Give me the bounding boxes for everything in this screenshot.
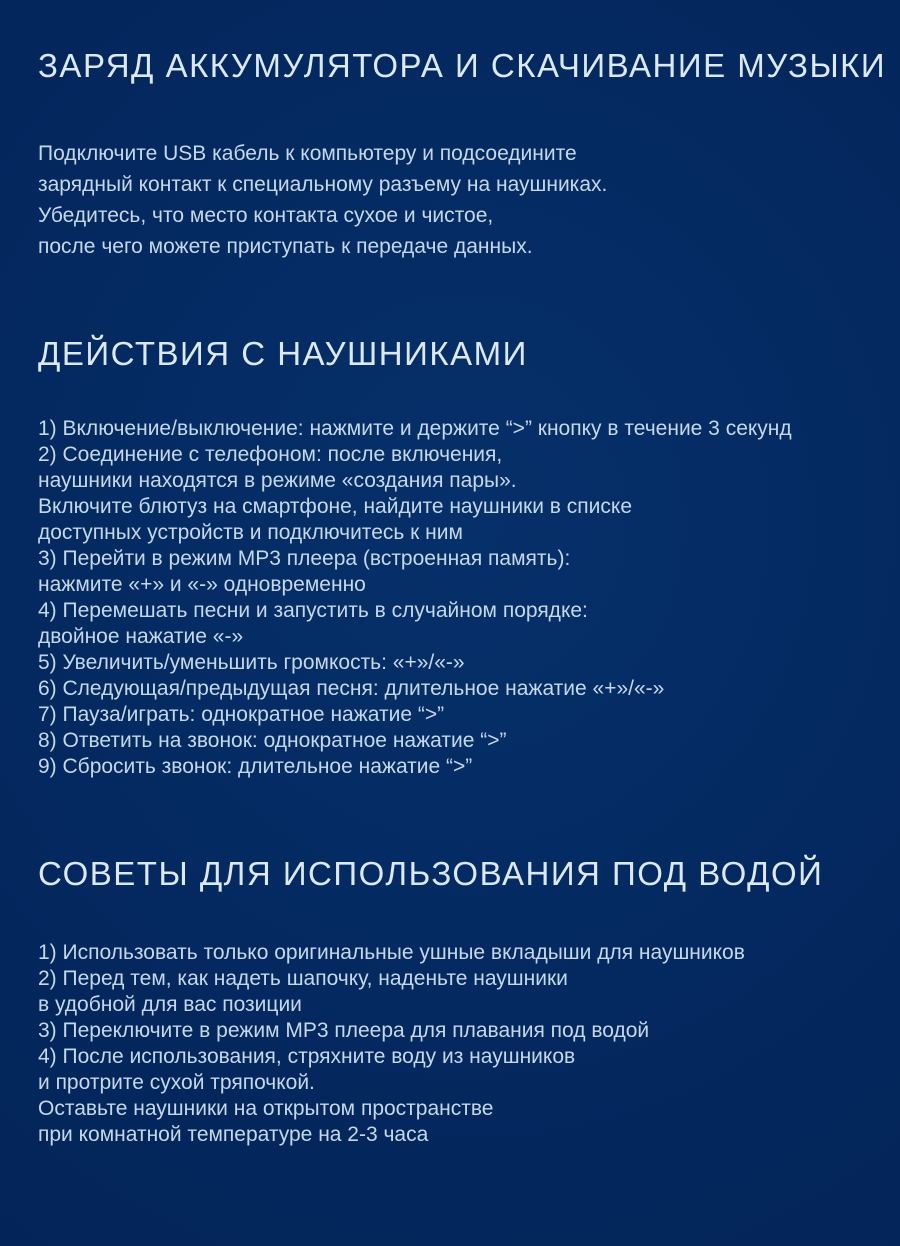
text-line: Оставьте наушники на открытом пространстве [38,1097,494,1120]
section-underwater [38,854,880,1148]
text-line: 8) Ответить на звонок: однократное нажатие “>” [38,729,507,752]
instruction-page [0,46,900,1246]
text-line: 4) Перемешать песни и запустить в случайном порядке: [38,599,588,622]
text-line: 3) Переключите в режим MP3 плеера для плавания под водой [38,1019,650,1042]
text-line: после чего можете приступать к передаче данных. [38,235,533,258]
text-line: при комнатной температуре на 2-3 часа [38,1123,429,1146]
text-line: нажмите «+» и «-» одновременно [38,573,366,596]
text-line: зарядный контакт к специальному разъему на наушниках. [38,173,608,196]
text-line: 3) Перейти в режим MP3 плеера (встроенная память): [38,547,571,570]
underwater-section-title: СОВЕТЫ ДЛЯ ИСПОЛЬЗОВАНИЯ ПОД ВОДОЙ [38,855,824,892]
actions-section-title: ДЕЙСТВИЯ С НАУШНИКАМИ [38,335,528,372]
charging-section-title: ЗАРЯД АККУМУЛЯТОРА И СКАЧИВАНИЕ МУЗЫКИ [38,47,887,84]
text-line: Подключите USB кабель к компьютеру и подсоедините [38,142,577,165]
charging-paragraph [38,138,880,262]
text-line: 9) Сбросить звонок: длительное нажатие “>” [38,755,473,778]
text-line: Включите блютуз на смартфоне, найдите наушники в списке [38,495,632,518]
actions-list [38,416,880,780]
text-line: 1) Использовать только оригинальные ушные вкладыши для наушников [38,941,745,964]
text-line: 2) Перед тем, как надеть шапочку, наденьте наушники [38,967,568,990]
text-line: в удобной для вас позиции [38,993,302,1016]
text-line: 1) Включение/выключение: нажмите и держите “>” кнопку в течение 3 секунд [38,417,792,440]
text-line: 6) Следующая/предыдущая песня: длительное нажатие «+»/«-» [38,677,665,700]
underwater-list [38,940,880,1148]
text-line: 4) После использования, стряхните воду из наушников [38,1045,576,1068]
text-line: Убедитесь, что место контакта сухое и чистое, [38,204,494,227]
text-line: и протрите сухой тряпочкой. [38,1071,315,1094]
section-actions [38,334,880,780]
text-line: наушники находятся в режиме «создания пары». [38,469,517,492]
text-line: доступных устройств и подключитесь к ним [38,521,463,544]
section-charging [38,46,887,262]
text-line: 7) Пауза/играть: однократное нажатие “>” [38,703,445,726]
text-line: двойное нажатие «-» [38,625,244,648]
text-line: 5) Увеличить/уменьшить громкость: «+»/«-» [38,651,465,674]
text-line: 2) Соединение с телефоном: после включения, [38,443,503,466]
